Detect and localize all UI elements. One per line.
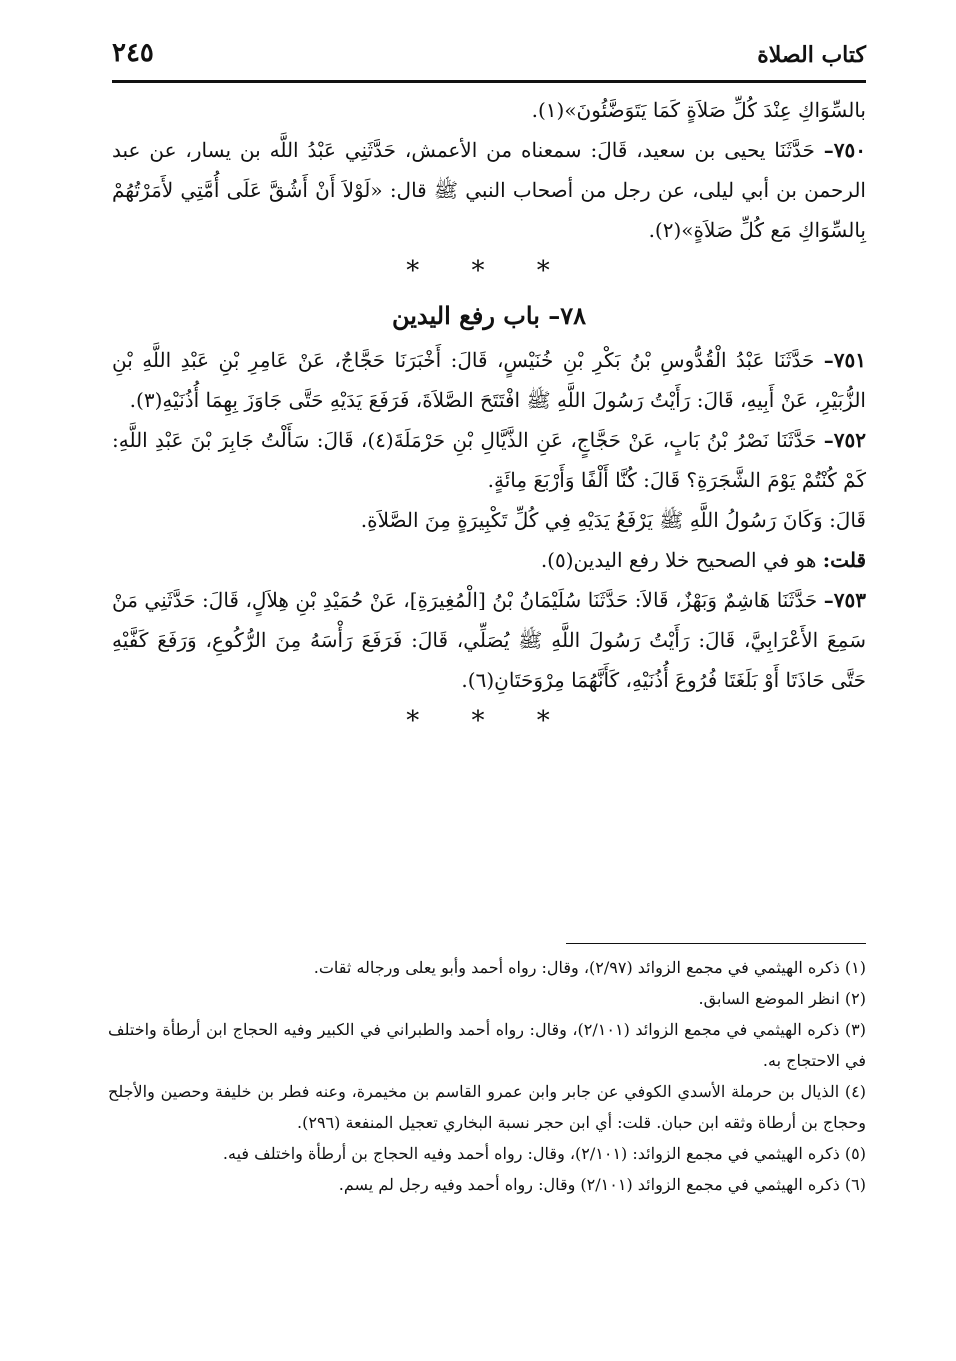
main-text (112, 90, 866, 742)
hadith-number: ٧٥٠– (823, 138, 866, 162)
running-header (112, 36, 866, 76)
hadith-text: حَدَّثَنَا نَصْرُ بْنُ بَابٍ، عَنْ حَجَّاجٍ، عَنِ الذَّيَّالِ بْنِ حَرْمَلَةَ(٤)، قَالَ: سَأَلْتُ جَابِرَ بْنَ عَبْدِ اللَّهِ: كَمْ كُنْتُمْ يَوْمَ الشَّجَرَةِ؟ قَالَ: كُنَّا أَلْفًا وَأَرْبَعَ مِائَةٍ. (112, 428, 866, 492)
footnote-rule (566, 943, 866, 944)
hadith-text: حَدَّثَنَا هَاشِمٌ وَبَهْزٌ، قَالاَ: حَدَّثَنَا سُلَيْمَانُ بْنُ [الْمُغِيرَةِ]، عَنْ حُمَيْدِ بْنِ هِلاَلٍ، قَالَ: حَدَّثَنِي مَنْ سَمِعَ الأَعْرَابِيَّ، قَالَ: رَأَيْتُ رَسُولَ اللَّهِ ﷺ يُصَلِّي، قَالَ: فَرَفَعَ رَأْسَهُ مِنَ الرُّكُوعِ، وَرَفَعَ كَفَّيْهِ حَتَّى حَاذَتَا أَوْ بَلَغَتَا فُرُوعَ أُذُنَيْهِ، كَأَنَّهُمَا مِرْوَحَتَانِ(٦). (112, 588, 866, 692)
hadith-number: ٧٥٢– (823, 428, 866, 452)
hadith-751 (112, 340, 866, 420)
section-separator: * * * (406, 256, 572, 286)
hadith-752-continuation: قَالَ: وَكَانَ رَسُولُ اللَّهِ ﷺ يَرْفَعُ يَدَيْهِ فِي كُلِّ تَكْبِيرَةٍ مِنَ الصَّلاَةِ. (360, 508, 866, 532)
footnote-5: (٥) ذكره الهيثمي في مجمع الزوائد: (٢/١٠١)، وقال: رواه أحمد وفيه الحجاج بن أرطأة واختلف فيه. (222, 1144, 866, 1163)
hadith-number: ٧٥١– (823, 348, 866, 372)
footnote-4: (٤) الذيال بن حرملة الأسدي الكوفي عن جابر وابن عمرو القاسم بن مخيمرة، وعنه فطر بن خليفة وحصين والأجلح وحجاج بن أرطاة وثقه ابن حبان. قلت: أي ابن حجر نسبة البخاري تعجيل المنفعة (٢٩٦). (108, 1082, 866, 1132)
footnotes (108, 952, 866, 1200)
hadith-753 (112, 580, 866, 700)
page-number: ٢٤٥ (112, 38, 154, 68)
footnote-1: (١) ذكره الهيثمي في مجمع الزوائد (٢/٩٧)، وقال: رواه أحمد وأبو يعلى ورجاله ثقات. (313, 958, 866, 977)
note-label: قلت: (822, 548, 866, 572)
section-separator: * * * (406, 706, 572, 736)
footnote-6: (٦) ذكره الهيثمي في مجمع الزوائد (٢/١٠١) وقال: رواه أحمد وفيه رجل لم يسم. (338, 1175, 866, 1194)
author-note (112, 540, 866, 580)
chapter-heading: ٧٨– باب رفع اليدين (391, 301, 587, 330)
book-title: كتاب الصلاة (757, 42, 866, 68)
hadith-750 (112, 130, 866, 250)
hadith-752 (112, 420, 866, 500)
hadith-text: حَدَّثَنَا عَبْدُ الْقُدُّوسِ بْنُ بَكْرِ بْنِ خُنَيْسٍ، قَالَ: أَخْبَرَنَا حَجَّاجٌ، عَنْ عَامِرِ بْنِ عَبْدِ اللَّهِ بْنِ الزُّبَيْرِ، عَنْ أَبِيهِ، قَالَ: رَأَيْتُ رَسُولَ اللَّهِ ﷺ افْتَتَحَ الصَّلاَةَ، فَرَفَعَ يَدَيْهِ حَتَّى جَاوَزَ بِهِمَا أُذُنَيْهِ(٣). (112, 348, 866, 412)
footnote-2: (٢) انظر الموضع السابق. (698, 989, 866, 1008)
footnote-3: (٣) ذكره الهيثمي في مجمع الزوائد (٢/١٠١)، وقال: رواه أحمد والطبراني في الكبير وفيه الحجاج ابن أرطأة واختلف في الاحتجاج به. (108, 1020, 866, 1070)
note-text: هو في الصحيح خلا رفع اليدين(٥). (540, 548, 823, 572)
hadith-text: حَدَّثَنَا يحيى بن سعيد، قَالَ: سمعناه من الأعمش، حَدَّثَنِي عَبْدُ اللَّه بن يسار، عن عبد الرحمن بن أبي ليلى، عن رجل من أصحاب النبي ﷺ قال: «لَوْلاَ أَنْ أَشُقَّ عَلَى أُمَّتِي لأَمَرْتُهُمْ بِالسِّوَاكِ مَع كُلِّ صَلاَةٍ»(٢). (112, 138, 866, 242)
paragraph-continuation: بالسِّوَاكِ عِنْدَ كُلِّ صَلاَةٍ كَمَا يَتَوَضَّئُونَ»(١). (531, 98, 866, 122)
hadith-number: ٧٥٣– (823, 588, 866, 612)
header-rule (112, 80, 866, 83)
